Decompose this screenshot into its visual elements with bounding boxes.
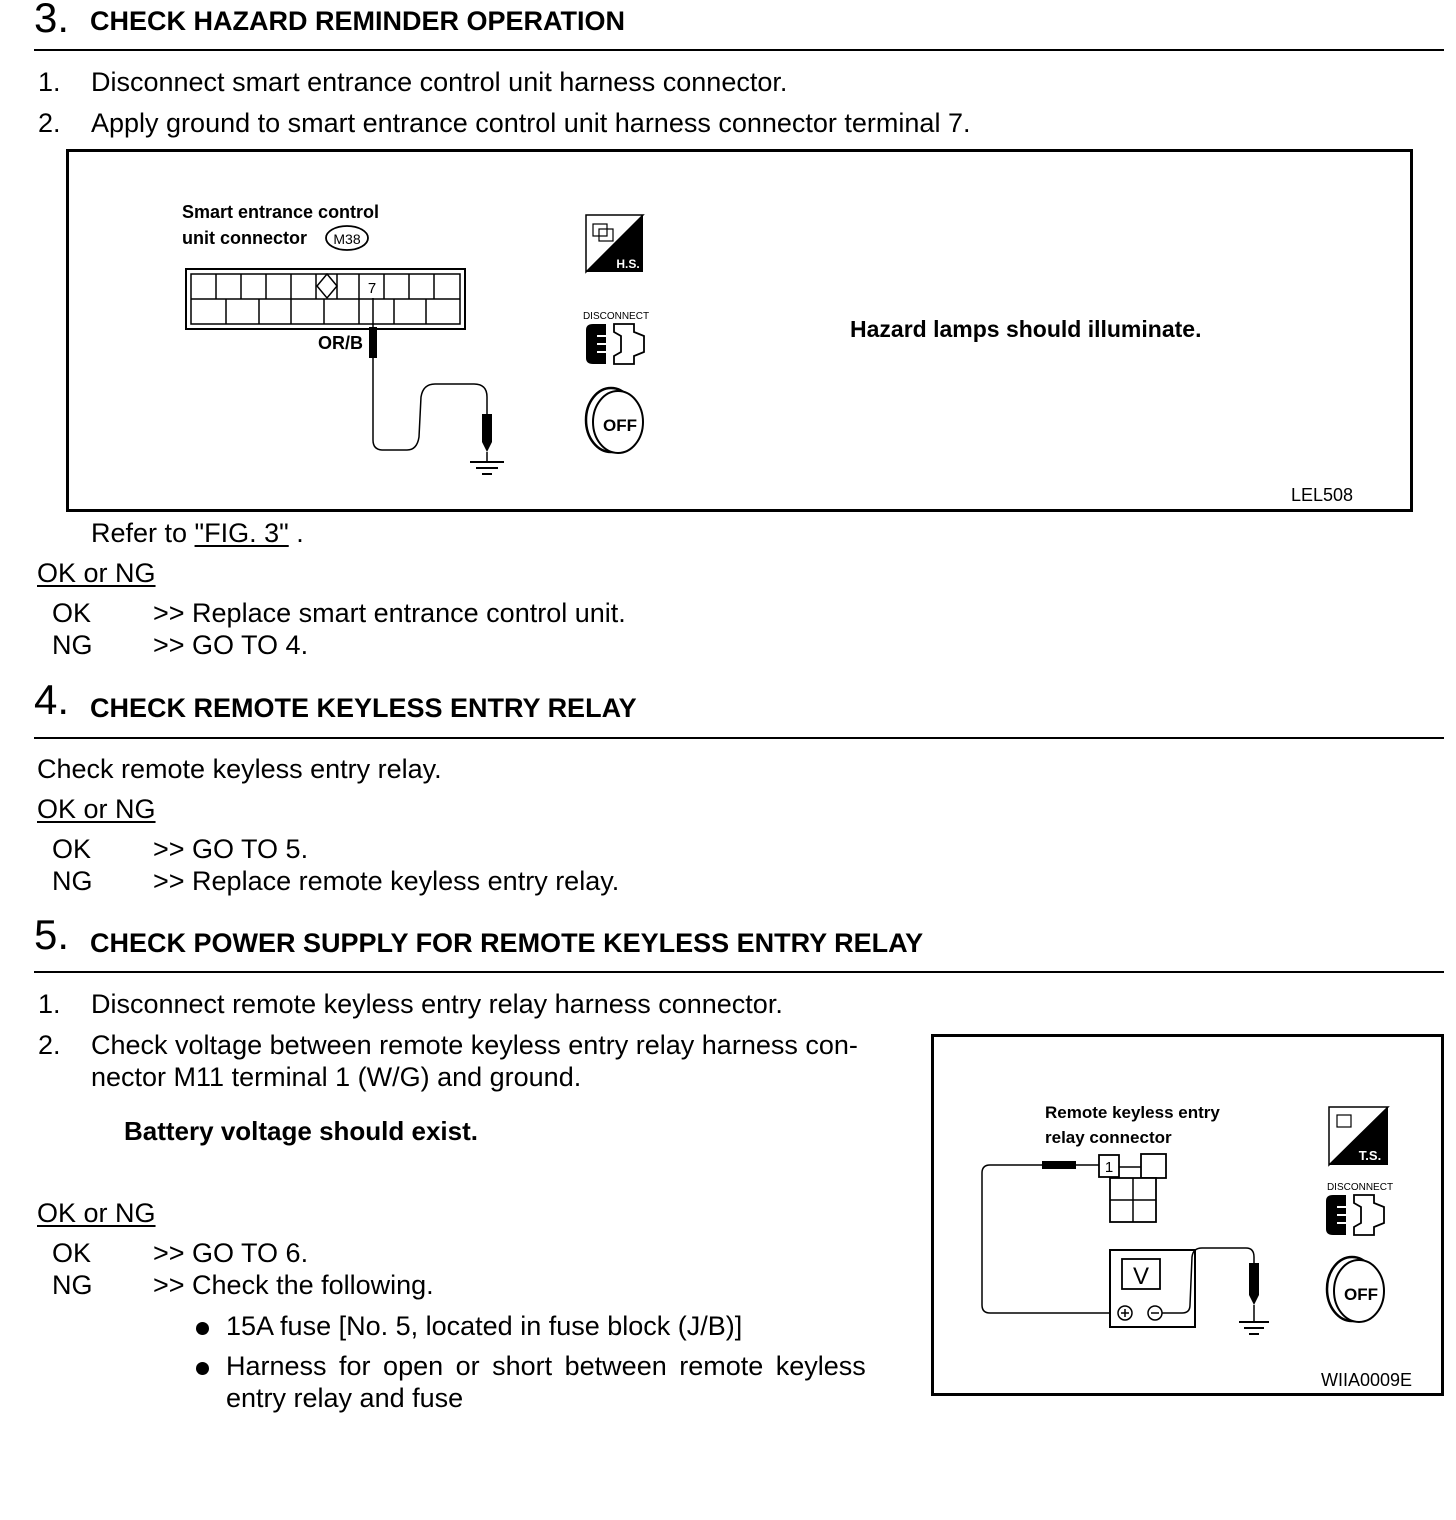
- bullet-marker: [196, 1362, 209, 1375]
- step-5-number: 5.: [34, 911, 70, 958]
- step-4-ok-action: >> GO TO 5.: [153, 834, 309, 864]
- refer-prefix: Refer to: [91, 518, 195, 548]
- step-3-divider: [34, 49, 1444, 51]
- step-4-divider: [34, 737, 1444, 739]
- step-4-body: Check remote keyless entry relay.: [37, 754, 442, 784]
- step-5-ng-label: NG: [52, 1270, 93, 1300]
- step-5-item-1-number: 1.: [38, 989, 61, 1019]
- fig-3-link[interactable]: "FIG. 3": [194, 518, 289, 548]
- step-5-item-2-line-1: Check voltage between remote keyless entry relay harness con-: [91, 1030, 858, 1060]
- hs-icon: [586, 215, 643, 272]
- step-3-title: CHECK HAZARD REMINDER OPERATION: [90, 6, 626, 36]
- step-3-ok-ng-heading: OK or NG: [37, 558, 156, 588]
- step-5-ok-ng-heading: OK or NG: [37, 1198, 156, 1228]
- step-4-ng-label: NG: [52, 866, 93, 896]
- step-3-ng-action: >> GO TO 4.: [153, 630, 309, 660]
- battery-voltage-spec: Battery voltage should exist.: [124, 1116, 478, 1146]
- ignition-off-icon: [586, 388, 643, 453]
- ts-icon: [1329, 1107, 1388, 1165]
- step-3-item-2-number: 2.: [38, 108, 61, 138]
- bullet-marker: [196, 1322, 209, 1335]
- step-3-item-2-text: Apply ground to smart entrance control unit harness connector terminal 7.: [91, 108, 971, 138]
- step-3-ng-label: NG: [52, 630, 93, 660]
- connector-id-text: M38: [333, 231, 361, 247]
- disconnect-icon: [1326, 1182, 1393, 1235]
- step-3-item-1-text: Disconnect smart entrance control unit harness connector.: [91, 67, 788, 97]
- check-item-harness-line-1: Harness for open or short between remote keyless: [226, 1351, 866, 1381]
- hazard-reminder-figure: [66, 149, 1413, 512]
- step-3-number: 3.: [34, 0, 70, 41]
- step-5-item-2-number: 2.: [38, 1030, 61, 1060]
- wire-color-label: OR/B: [318, 333, 363, 353]
- disconnect-icon: [583, 311, 649, 364]
- step-5-divider: [34, 971, 1444, 973]
- ts-icon-text: T.S.: [1358, 1148, 1382, 1163]
- figure-id-lel508: LEL508: [1291, 485, 1354, 505]
- step-4-ng-action: >> Replace remote keyless entry relay.: [153, 866, 620, 896]
- step-3-ok-label: OK: [52, 598, 92, 628]
- step-5-ok-action: >> GO TO 6.: [153, 1238, 309, 1268]
- relay-connector-label-line-1: Remote keyless entry: [1045, 1103, 1220, 1122]
- terminal-number: 7: [367, 280, 377, 297]
- ignition-off-icon: [1327, 1257, 1384, 1322]
- relay-voltage-diagram: [934, 1037, 1441, 1393]
- hazard-lamp-spec: Hazard lamps should illuminate.: [850, 316, 1202, 342]
- relay-terminal-number: 1: [1104, 1159, 1114, 1176]
- connector-label-line-2: unit connector: [182, 228, 307, 248]
- step-4-ok-ng-heading: OK or NG: [37, 794, 156, 824]
- voltmeter-label: V: [1132, 1263, 1150, 1290]
- step-3-item-1-number: 1.: [38, 67, 61, 97]
- step-3-ok-action: >> Replace smart entrance control unit.: [153, 598, 626, 628]
- step-5-ng-action: >> Check the following.: [153, 1270, 434, 1300]
- check-item-harness-line-2: entry relay and fuse: [226, 1383, 464, 1413]
- refer-suffix: .: [288, 518, 304, 548]
- step-5-ok-label: OK: [52, 1238, 92, 1268]
- step-4-ok-label: OK: [52, 834, 92, 864]
- off-icon-text: OFF: [1344, 1285, 1378, 1304]
- relay-power-supply-figure: [931, 1034, 1444, 1396]
- disconnect-icon-text: DISCONNECT: [1326, 1182, 1394, 1193]
- step-5-title: CHECK POWER SUPPLY FOR REMOTE KEYLESS ENTRY RELAY: [90, 928, 924, 958]
- hs-icon-text: H.S.: [616, 257, 640, 271]
- step-4-title: CHECK REMOTE KEYLESS ENTRY RELAY: [90, 693, 637, 723]
- smart-entrance-connector-diagram: [69, 152, 1410, 509]
- off-icon-text: OFF: [603, 416, 637, 435]
- step-4-number: 4.: [34, 676, 70, 723]
- figure-id-wiia0009e: WIIA0009E: [1321, 1370, 1413, 1390]
- step-5-item-1-text: Disconnect remote keyless entry relay harness connector.: [91, 989, 783, 1019]
- refer-to-text: [91, 520, 304, 547]
- step-5-item-2-line-2: nector M11 terminal 1 (W/G) and ground.: [91, 1062, 582, 1092]
- connector-label-line-1: Smart entrance control: [182, 202, 380, 222]
- check-item-fuse: 15A fuse [No. 5, located in fuse block (J/B)]: [226, 1311, 743, 1341]
- disconnect-icon-text: DISCONNECT: [582, 311, 650, 322]
- relay-connector-label-line-2: relay connector: [1045, 1128, 1172, 1147]
